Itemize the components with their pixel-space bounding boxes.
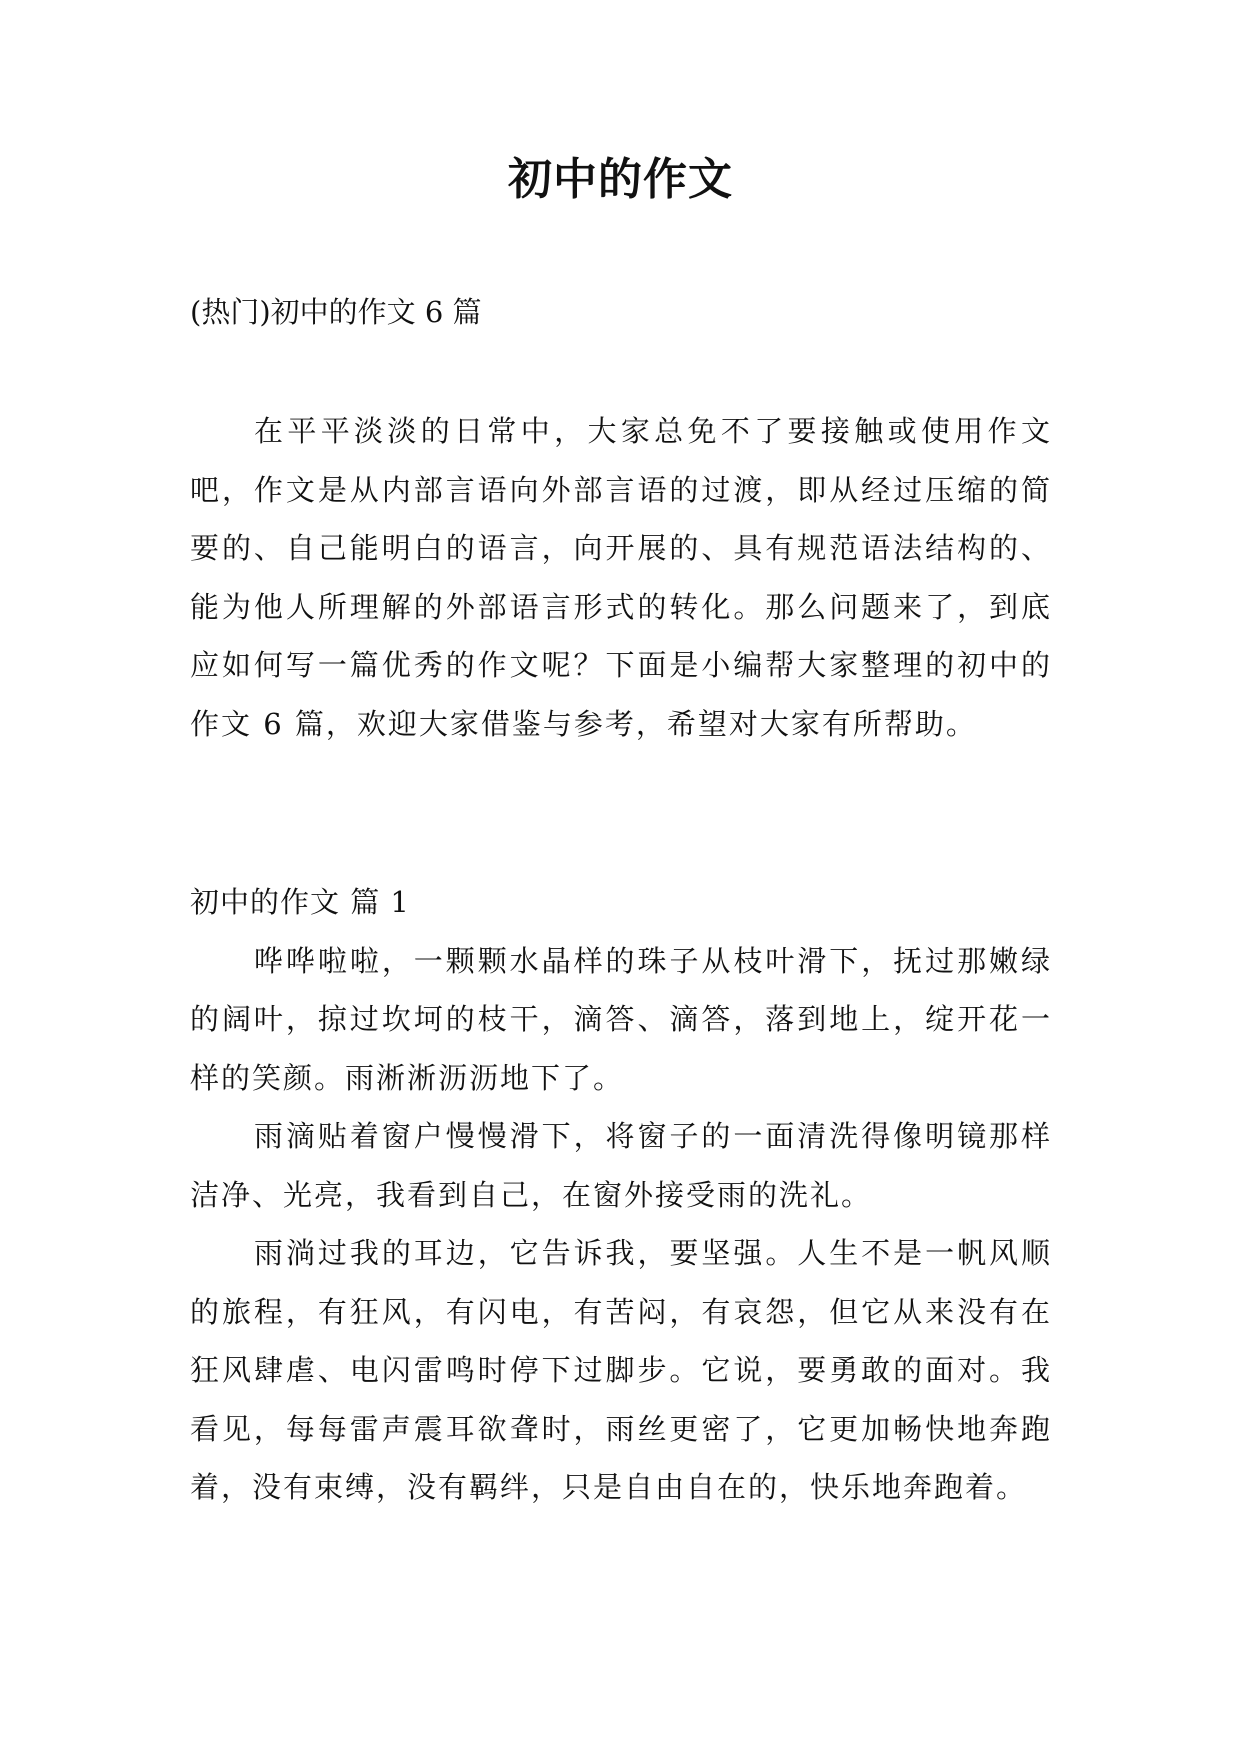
section-heading: 初中的作文 篇 1 (190, 885, 410, 919)
document-subtitle: (热门)初中的作文 6 篇 (190, 295, 482, 329)
intro-paragraph: 在平平淡淡的日常中，大家总免不了要接触或使用作文吧，作文是从内部言语向外部言语的过渡，即从经过压缩的简要的、自己能明白的语言，向开展的、具有规范语法结构的、能为他人所理解的外部语言形式的转化。那么问题来了，到底应如何写一篇优秀的作文呢？下面是小编帮大家整理的初中的作文 6 篇，欢迎大家借鉴与参考，希望对大家有所帮助。 (190, 414, 1052, 741)
section-paragraph-3: 雨淌过我的耳边，它告诉我，要坚强。人生不是一帆风顺的旅程，有狂风，有闪电，有苦闷，有哀怨，但它从来没有在狂风肆虐、电闪雷鸣时停下过脚步。它说，要勇敢的面对。我看见，每每雷声震耳欲聋时，雨丝更密了，它更加畅快地奔跑着，没有束缚，没有羁绊，只是自由自在的，快乐地奔跑着。 (190, 1236, 1052, 1504)
section-paragraph-2: 雨滴贴着窗户慢慢滑下，将窗子的一面清洗得像明镜那样洁净、光亮，我看到自己，在窗外接受雨的洗礼。 (190, 1119, 1052, 1212)
section-1 (190, 873, 1052, 1517)
section-paragraph-1: 哗哗啦啦，一颗颗水晶样的珠子从枝叶滑下，抚过那嫩绿的阔叶，掠过坎坷的枝干，滴答、滴答，落到地上，绽开花一样的笑颜。雨淅淅沥沥地下了。 (190, 943, 1052, 1095)
intro-block (190, 402, 1052, 753)
document-title: 初中的作文 (508, 154, 733, 205)
